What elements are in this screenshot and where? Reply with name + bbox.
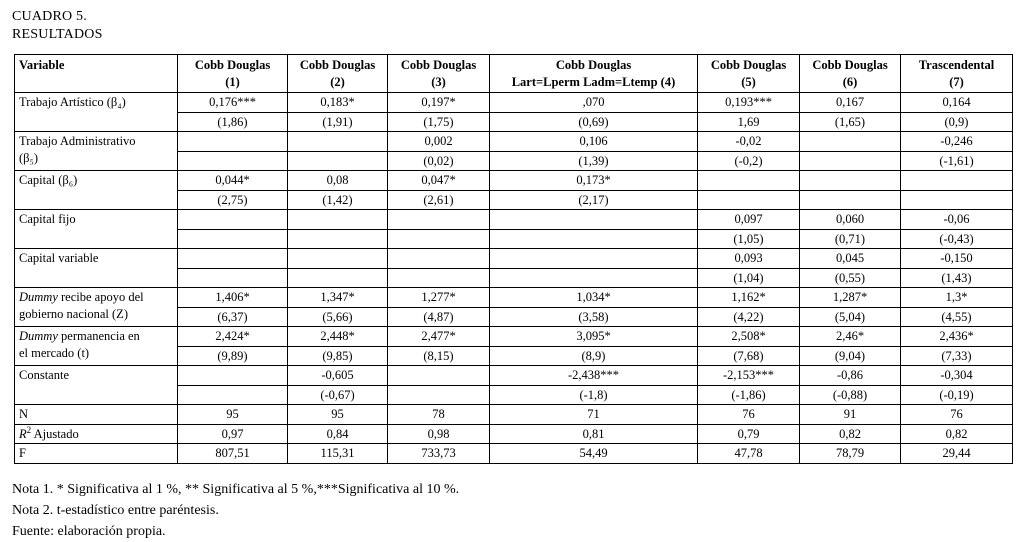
tstatistic-cell: (3,58) — [490, 307, 698, 327]
coefficient-cell: 2,477* — [388, 327, 490, 347]
col-header-model-name: Trascendental — [918, 58, 995, 73]
stat-label-superscript: 2 — [26, 424, 32, 435]
coefficient-cell — [178, 210, 288, 230]
summary-stat-cell: 78 — [388, 405, 490, 425]
tstatistic-cell: (0,9) — [901, 112, 1013, 132]
tstatistic-cell — [288, 268, 388, 288]
col-header-model-number: (1) — [225, 74, 240, 89]
summary-stat-cell: 54,49 — [490, 444, 698, 464]
stat-label — [15, 424, 178, 444]
tstatistic-cell: (7,68) — [698, 346, 800, 366]
col-header-model-name: Cobb Douglas — [812, 58, 888, 73]
summary-stat-cell: 29,44 — [901, 444, 1013, 464]
coefficient-cell: -0,02 — [698, 132, 800, 152]
col-header-model-number: (3) — [431, 74, 446, 89]
summary-stat-cell: 76 — [901, 405, 1013, 425]
stat-label-text: F — [19, 446, 26, 461]
summary-stat-cell: 0,97 — [178, 424, 288, 444]
variable-label-line2: el mercado (t) — [19, 345, 90, 360]
tstatistic-cell: (9,85) — [288, 346, 388, 366]
coefficient-cell: -0,06 — [901, 210, 1013, 230]
summary-stat-cell: 0,82 — [901, 424, 1013, 444]
tstatistic-cell: (1,05) — [698, 229, 800, 249]
variable-label-text: Capital (β₆) — [19, 173, 78, 188]
coefficient-row — [15, 171, 1013, 191]
tstatistic-cell — [178, 385, 288, 405]
coefficient-cell: 1,277* — [388, 288, 490, 308]
variable-label — [15, 327, 178, 366]
summary-stat-row — [15, 424, 1013, 444]
summary-stat-cell: 91 — [800, 405, 901, 425]
summary-stat-cell: 0,84 — [288, 424, 388, 444]
col-header-model-name: Cobb Douglas — [710, 58, 787, 73]
tstatistic-cell — [490, 268, 698, 288]
variable-label-text: Constante — [19, 368, 69, 383]
coefficient-cell — [178, 366, 288, 386]
coefficient-cell — [288, 210, 388, 230]
tstatistic-cell — [288, 229, 388, 249]
tstatistic-cell: (1,39) — [490, 151, 698, 171]
coefficient-cell: -0,304 — [901, 366, 1013, 386]
variable-label — [15, 210, 178, 249]
stat-label-text: Ajustado — [31, 426, 79, 441]
summary-stat-cell: 71 — [490, 405, 698, 425]
col-header-model-name: Cobb Douglas — [555, 58, 632, 73]
results-table — [14, 54, 1013, 464]
tstatistic-cell: (4,22) — [698, 307, 800, 327]
tstatistic-cell — [178, 268, 288, 288]
table-caption-number: CUADRO 5. — [12, 9, 87, 24]
coefficient-cell: 1,162* — [698, 288, 800, 308]
coefficient-row — [15, 327, 1013, 347]
tstatistic-cell: (1,04) — [698, 268, 800, 288]
coefficient-cell: 0,060 — [800, 210, 901, 230]
summary-stat-row — [15, 405, 1013, 425]
summary-stat-row — [15, 444, 1013, 464]
tstatistic-cell — [178, 151, 288, 171]
summary-stat-cell: 95 — [178, 405, 288, 425]
coefficient-cell: -0,605 — [288, 366, 388, 386]
note-significance: Nota 1. * Significativa al 1 %, ** Significativa al 5 %,***Significativa al 10 %. — [12, 481, 460, 497]
col-header-variable: Variable — [15, 55, 178, 93]
tstatistic-cell: (-0,43) — [901, 229, 1013, 249]
tstatistic-cell — [800, 190, 901, 210]
coefficient-cell: 0,173* — [490, 171, 698, 191]
coefficient-cell: 0,197* — [388, 93, 490, 113]
variable-label-text: recibe apoyo del — [57, 290, 144, 305]
tstatistic-cell — [388, 229, 490, 249]
coefficient-cell: 0,08 — [288, 171, 388, 191]
col-header-model-number: Lart=Lperm Ladm=Ltemp (4) — [511, 74, 676, 89]
coefficient-cell — [178, 249, 288, 269]
variable-label — [15, 288, 178, 327]
col-header-model-2 — [288, 55, 388, 93]
variable-label-text: Trabajo Artístico (β₄) — [19, 95, 126, 110]
tstatistic-cell: (1,75) — [388, 112, 490, 132]
coefficient-cell: 2,508* — [698, 327, 800, 347]
tstatistic-cell: (1,86) — [178, 112, 288, 132]
coefficient-cell: -2,153*** — [698, 366, 800, 386]
col-header-model-3 — [388, 55, 490, 93]
variable-label — [15, 93, 178, 132]
variable-label-italic: Dummy — [19, 329, 58, 344]
coefficient-cell: 1,347* — [288, 288, 388, 308]
stat-label — [15, 405, 178, 425]
stat-label-italic: R — [19, 426, 27, 441]
variable-label-italic: Dummy — [19, 290, 58, 305]
col-header-model-number: (2) — [330, 74, 345, 89]
coefficient-cell: -0,86 — [800, 366, 901, 386]
summary-stat-cell: 0,79 — [698, 424, 800, 444]
coefficient-cell: 1,406* — [178, 288, 288, 308]
tstatistic-cell: (0,02) — [388, 151, 490, 171]
tstatistic-cell: (5,66) — [288, 307, 388, 327]
coefficient-cell: 0,045 — [800, 249, 901, 269]
variable-label-text: Trabajo Administrativo — [19, 134, 136, 149]
tstatistic-cell: (1,65) — [800, 112, 901, 132]
variable-label-text: Capital variable — [19, 251, 99, 266]
variable-label — [15, 249, 178, 288]
summary-stat-cell: 76 — [698, 405, 800, 425]
tstatistic-cell: (0,69) — [490, 112, 698, 132]
tstatistic-cell: (-0,19) — [901, 385, 1013, 405]
tstatistic-cell: (5,04) — [800, 307, 901, 327]
note-source: Fuente: elaboración propia. — [12, 523, 166, 539]
tstatistic-cell: (0,55) — [800, 268, 901, 288]
tstatistic-cell: (-1,8) — [490, 385, 698, 405]
coefficient-cell — [288, 249, 388, 269]
tstatistic-cell: (8,9) — [490, 346, 698, 366]
tstatistic-cell: (1,91) — [288, 112, 388, 132]
table-notes — [12, 479, 1016, 542]
tstatistic-cell — [178, 229, 288, 249]
coefficient-cell — [288, 132, 388, 152]
coefficient-cell: -0,246 — [901, 132, 1013, 152]
tstatistic-cell: (9,89) — [178, 346, 288, 366]
coefficient-cell — [388, 210, 490, 230]
coefficient-cell — [388, 366, 490, 386]
col-header-model-name: Cobb Douglas — [400, 58, 477, 73]
tstatistic-cell: (2,61) — [388, 190, 490, 210]
col-header-model-number: (5) — [741, 74, 756, 89]
coefficient-cell: 1,034* — [490, 288, 698, 308]
tstatistic-cell — [388, 268, 490, 288]
coefficient-cell: 2,436* — [901, 327, 1013, 347]
results-table-header — [15, 55, 1013, 93]
tstatistic-cell: (-0,2) — [698, 151, 800, 171]
tstatistic-cell: (-0,88) — [800, 385, 901, 405]
variable-label-line2: (β₅) — [19, 150, 39, 165]
col-header-model-1 — [178, 55, 288, 93]
tstatistic-cell: (2,75) — [178, 190, 288, 210]
col-header-model-5 — [698, 55, 800, 93]
coefficient-cell: 2,46* — [800, 327, 901, 347]
coefficient-cell: 3,095* — [490, 327, 698, 347]
coefficient-cell: 0,097 — [698, 210, 800, 230]
tstatistic-cell — [800, 151, 901, 171]
summary-stat-cell: 47,78 — [698, 444, 800, 464]
stat-label-text: N — [19, 407, 29, 422]
tstatistic-cell: (-0,67) — [288, 385, 388, 405]
tstatistic-cell — [288, 151, 388, 171]
coefficient-cell: 2,448* — [288, 327, 388, 347]
coefficient-row — [15, 249, 1013, 269]
coefficient-row — [15, 210, 1013, 230]
summary-stat-cell: 78,79 — [800, 444, 901, 464]
variable-label-line2: gobierno nacional (Z) — [19, 306, 128, 321]
coefficient-cell — [698, 171, 800, 191]
coefficient-row — [15, 93, 1013, 113]
summary-stat-cell: 0,82 — [800, 424, 901, 444]
summary-stat-cell: 95 — [288, 405, 388, 425]
coefficient-cell: 0,106 — [490, 132, 698, 152]
coefficient-cell: 0,176*** — [178, 93, 288, 113]
tstatistic-cell: (-1,86) — [698, 385, 800, 405]
variable-label-text: permanencia en — [57, 329, 140, 344]
variable-label — [15, 366, 178, 405]
coefficient-cell: 0,164 — [901, 93, 1013, 113]
coefficient-cell — [800, 171, 901, 191]
coefficient-row — [15, 132, 1013, 152]
summary-stat-cell: 0,98 — [388, 424, 490, 444]
col-header-model-number: (6) — [842, 74, 858, 89]
tstatistic-cell: (1,42) — [288, 190, 388, 210]
coefficient-cell: 1,3* — [901, 288, 1013, 308]
coefficient-cell: -2,438*** — [490, 366, 698, 386]
coefficient-cell: 1,287* — [800, 288, 901, 308]
summary-stat-cell: 115,31 — [288, 444, 388, 464]
col-header-model-7 — [901, 55, 1013, 93]
col-header-model-number: (7) — [949, 74, 964, 89]
tstatistic-cell: (9,04) — [800, 346, 901, 366]
summary-stat-cell: 733,73 — [388, 444, 490, 464]
tstatistic-cell: (7,33) — [901, 346, 1013, 366]
variable-label-text: Capital fijo — [19, 212, 76, 227]
tstatistic-cell — [388, 385, 490, 405]
variable-label — [15, 171, 178, 210]
header-row — [15, 55, 1013, 93]
summary-stat-cell: 0,81 — [490, 424, 698, 444]
coefficient-cell — [178, 132, 288, 152]
col-header-model-name: Cobb Douglas — [194, 58, 271, 73]
tstatistic-cell: (4,55) — [901, 307, 1013, 327]
tstatistic-cell: 1,69 — [698, 112, 800, 132]
coefficient-cell — [800, 132, 901, 152]
tstatistic-cell — [698, 190, 800, 210]
stat-label — [15, 444, 178, 464]
coefficient-cell — [490, 249, 698, 269]
coefficient-cell: 0,093 — [698, 249, 800, 269]
tstatistic-cell: (-1,61) — [901, 151, 1013, 171]
coefficient-cell: 2,424* — [178, 327, 288, 347]
coefficient-row — [15, 366, 1013, 386]
tstatistic-cell: (1,43) — [901, 268, 1013, 288]
tstatistic-cell: (0,71) — [800, 229, 901, 249]
col-header-model-6 — [800, 55, 901, 93]
coefficient-cell: 0,183* — [288, 93, 388, 113]
coefficient-cell: -0,150 — [901, 249, 1013, 269]
tstatistic-cell: (4,87) — [388, 307, 490, 327]
variable-label — [15, 132, 178, 171]
coefficient-cell — [388, 249, 490, 269]
summary-stat-cell: 807,51 — [178, 444, 288, 464]
col-header-model-name: Cobb Douglas — [299, 58, 376, 73]
coefficient-cell — [490, 210, 698, 230]
coefficient-row — [15, 288, 1013, 308]
col-header-model-4 — [490, 55, 698, 93]
tstatistic-cell — [901, 190, 1013, 210]
table-caption-title: RESULTADOS — [12, 27, 103, 43]
coefficient-cell: 0,047* — [388, 171, 490, 191]
tstatistic-cell: (8,15) — [388, 346, 490, 366]
coefficient-cell — [901, 171, 1013, 191]
coefficient-cell: 0,193*** — [698, 93, 800, 113]
coefficient-cell: 0,044* — [178, 171, 288, 191]
results-table-body — [15, 93, 1013, 464]
note-tstatistic: Nota 2. t-estadístico entre paréntesis. — [12, 502, 219, 518]
tstatistic-cell: (6,37) — [178, 307, 288, 327]
tstatistic-cell — [490, 229, 698, 249]
coefficient-cell: ,070 — [490, 93, 698, 113]
coefficient-cell: 0,167 — [800, 93, 901, 113]
coefficient-cell: 0,002 — [388, 132, 490, 152]
tstatistic-cell: (2,17) — [490, 190, 698, 210]
